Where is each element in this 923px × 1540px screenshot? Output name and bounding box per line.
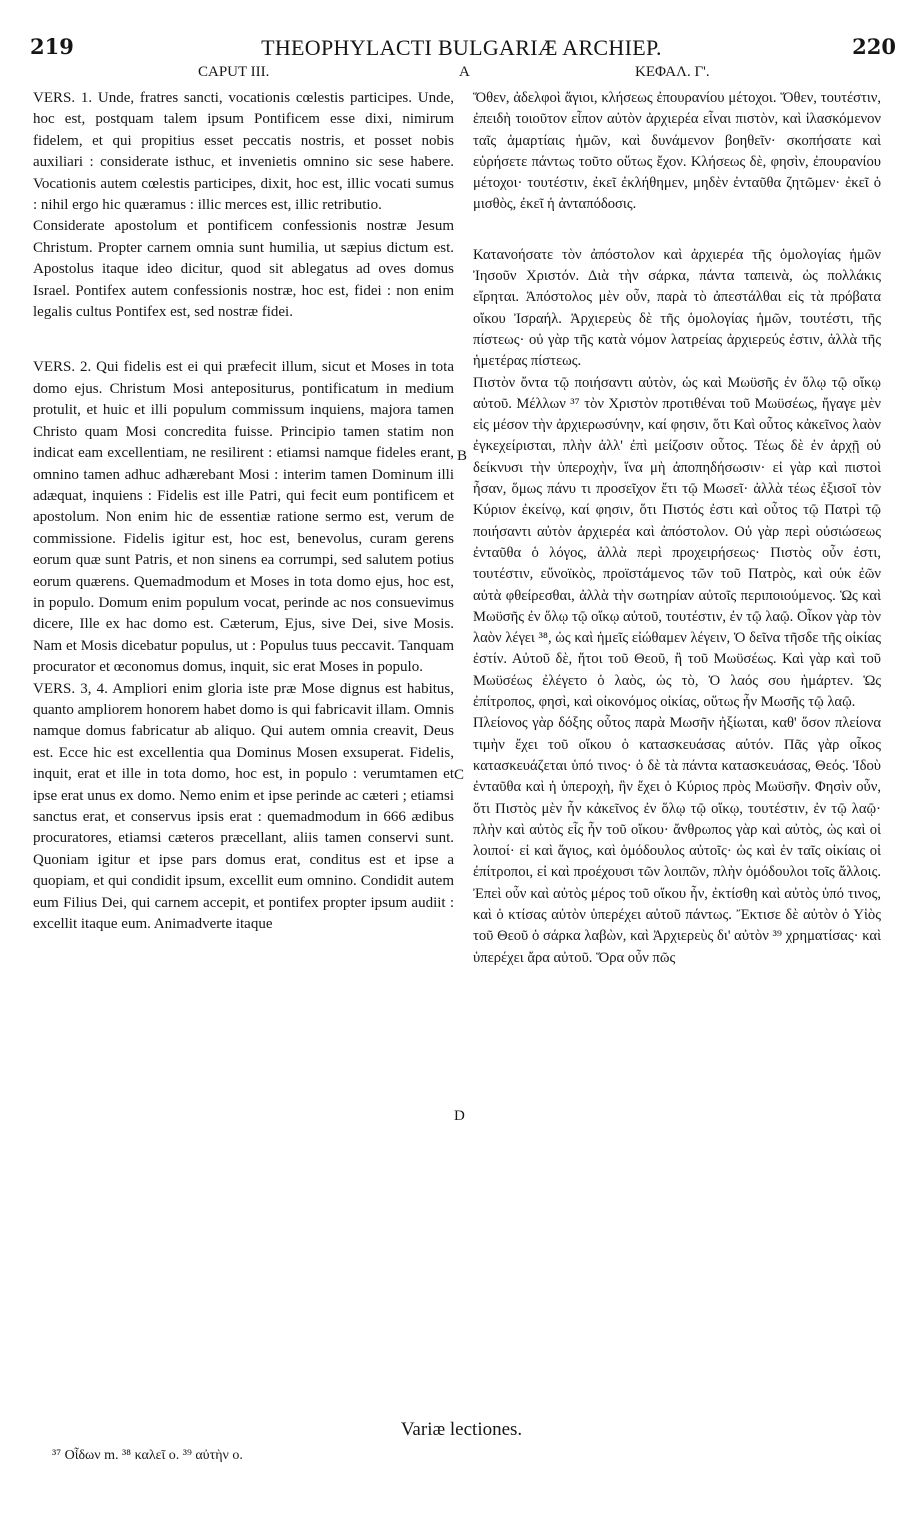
variae-lectiones-heading: Variæ lectiones. xyxy=(400,1419,523,1440)
margin-marker-d: D xyxy=(454,1108,465,1124)
margin-marker-c: C xyxy=(454,767,465,783)
greek-paragraph: Πλείονος γὰρ δόξης οὗτος παρὰ Μωσῆν ἠξίωται, καθ' ὅσον πλείονα τιμὴν ἔχει τοῦ οἴκου ὁ κατασκευάσας αὐτόν. Πᾶς γὰρ οἶκος κατασκευάζεται ὑπό τινος· ὁ δὲ τὰ πάντα κατασκευάσας, Θεός. Ἰδοὺ ἐνταῦθα καὶ ἡ ὑπεροχὴ, ἣν ἔχει ὁ Κύριος πρὸς Μωϋσῆν. Φησὶν οὖν, ὅτι Πιστὸς μὲν ἦν κἀκεῖνος ἐν ὅλῳ τῷ οἴκῳ, τουτέστιν, ἐν τῷ λαῷ· πλὴν καὶ αὐτὸς εἷς ἦν τοῦ οἴκου· ἄνθρωπος γὰρ καὶ αὐτὸς, ὡς καὶ οἱ λοιποί· εἰ καὶ ἅγιος, καὶ ὁμόδουλος αὐτοῖς· ὡς καὶ ἐν ταῖς οἰκίαις οἱ ἐπίτροποι, εἰ καὶ προέχουσι τῶν λοιπῶν, πλὴν ὁμόδουλοι τοῖς ἄλλοις. Ἐπεὶ οὖν καὶ αὐτὸς μέρος τοῦ οἴκου ἦν, ἐκτίσθη καὶ αὐτὸς ὑπό τινος, καὶ ὁ κτίσας αὐτὸν ὑπερέχει αὐτοῦ πάντως. Ἔκτισε δὲ αὐτὸν ὁ Υἱὸς τοῦ Θεοῦ ὁ σάρκα λαβὼν, καὶ Ἀρχιερεὺς δι' αὐτὸν ³⁹ χρηματίσας· καὶ ὑπερέχει ἄρα αὐτοῦ. Ὅρα οὖν πῶς xyxy=(473,715,881,966)
running-header xyxy=(0,34,923,64)
latin-paragraph: Considerate apostolum et pontificem confessionis nostræ Jesum Christum. Propter carnem omnia sunt humilia, ut sæpius dictum est. Apostolus itaque ideo dicitur, quod sit ablegatus ad oves domus Israel. Pontifex autem confessionis nostræ, hoc est, fidei : non enim legalis cultus Pontifex est, sed nostræ fidei. xyxy=(33,218,454,321)
running-title: THEOPHYLACTI BULGARIÆ ARCHIEP. xyxy=(261,35,662,60)
caput-heading-latin: CAPUT III. xyxy=(198,64,270,80)
greek-column xyxy=(473,88,881,969)
latin-paragraph: VERS. 1. Unde, fratres sancti, vocationis cœlestis participes. Unde, hoc est, postquam talem ipsum Pontificem esse dixi, nimirum fidelem, et qui propitius esset peccatis nostris, et posset nobis auxiliari : considerate isthuc, et invenietis omnino sic sese habere. Vocationis autem cœlestis participes, dixit, hoc est, illic vocati sumus : nihil ergo hic quæramus : illic merces est, illic retributio. xyxy=(33,90,454,214)
page-number-left: 219 xyxy=(30,34,74,59)
footnotes: ³⁷ Οἶδων m. ³⁸ καλεῖ o. ³⁹ αὐτὴν o. xyxy=(52,1448,243,1463)
page-number-right: 220 xyxy=(852,34,896,59)
caput-heading-greek: ΚΕΦΑΛ. Γ'. xyxy=(635,64,710,80)
greek-paragraph: Κατανοήσατε τὸν ἀπόστολον καὶ ἀρχιερέα τῆς ὁμολογίας ἡμῶν Ἰησοῦν Χριστόν. Διὰ τὴν σάρκα, πάντα ταπεινὰ, ὡς πολλάκις εἴρηται. Ἀπόστολος μὲν οὖν, παρὰ τὸ ἀπεστάλθαι εἰς τὰ πρόβατα οἴκου Ἰσραήλ. Ἀρχιερεὺς δὲ τῆς ὁμολογίας ἡμῶν, τουτέστι, τῆς πίστεως· οὐ γὰρ τῆς κατὰ νόμον λατρείας ἀρχιερεύς ἐστιν, ἀλλὰ τῆς ἡμετέρας πίστεως. xyxy=(473,246,881,370)
margin-marker-a: A xyxy=(459,64,470,80)
margin-marker-b: B xyxy=(457,448,468,464)
latin-paragraph: VERS. 3, 4. Ampliori enim gloria iste præ Mose dignus est habitus, quanto ampliorem honorem habet domo is qui fabricavit illam. Omnis namque domus fabricatur ab aliquo. Qui autem omnia creavit, Deus est. Ecce hic est excellentia qua Dominus Mosen exsuperat. Fidelis, inquit, erat et ille in tota domo, hoc est, in populo : verumtamen et ipse erat unus ex domo. Nemo enim et ipse perinde ac cæteri ; etiamsi sanctus erat, et conservus ipsis erat : quemadmodum in 666 ædibus procuratores, etiamsi cæteros præcellant, aliis tamen conservi sunt. Quoniam igitur et ipse pars domus erat, conditus est et ipse a quopiam, et qui condidit ipsum, excellit eum omnino. Condidit autem eum Filius Dei, qui carnem accepit, et pontifex propter ipsum audiit : excellit itaque eum. Animadverte itaque xyxy=(33,680,454,933)
latin-paragraph: VERS. 2. Qui fidelis est ei qui præfecit illum, sicut et Moses in tota domo ejus. Christum Mosi antepositurus, pontificatum in medium protulit, et huic et illi populum commissum inquiens, majora tamen Christo quam Mosi concredita fuisse. Principio tamen statim non indicat eam excellentiam, ne resilirent : etiamsi namque fideles erant, omnino tamen adhuc adhærebant Mosi : interim tamen Dominum illi adæquat, inquiens : Fidelis est ille Patri, qui fecit eum pontificem et apostolum. Non enim hic de essentiæ ratione sermo est, verum de commissione. Fidelis igitur est, hoc est, benevolus, curam gerens eorum quæ sunt Patris, et non sinens ea corrumpi, sed salutem potius eorum quærens. Quemadmodum et Moses in tota domo ejus, hoc est, in populo. Domum enim populum vocat, perinde ac nos consuevimus dicere, Ille ex hac domo est. Cæterum, Ejus, sive Dei, sive Mosis. Nam et Mosis dicebatur populus, ut : Populus tuus peccavit. Tanquam procurator et œconomus domus, inquit, sic erat Moses in populo. xyxy=(33,359,454,676)
greek-paragraph: Ὅθεν, ἀδελφοὶ ἅγιοι, κλήσεως ἐπουρανίου μέτοχοι. Ὅθεν, τουτέστιν, ἐπειδὴ τοιοῦτον εἶπον αὐτὸν ἀρχιερέα εἶναι πιστὸν, καὶ ἱλασκόμενον ταῖς ἁμαρτίαις ἡμῶν, καὶ δυνάμενον βοηθεῖν· σκοπήσατε καὶ εὑρήσετε πάντως τοῦτο οὕτως ἔχον. Κλήσεως δὲ, φησὶν, ἐπουρανίου μέτοχοι· τουτέστιν, ἐκεῖ ἐκλήθημεν, μηδὲν ἐνταῦθα ζητῶμεν· ἐκεῖ ὁ μισθὸς, ἐκεῖ ἡ ἀνταπόδοσις. xyxy=(473,90,881,213)
greek-paragraph: Πιστὸν ὄντα τῷ ποιήσαντι αὐτὸν, ὡς καὶ Μωϋσῆς ἐν ὅλῳ τῷ οἴκῳ αὐτοῦ. Μέλλων ³⁷ τὸν Χριστὸν προτιθέναι τοῦ Μωϋσέως, ἤγαγε μὲν εἰς μέσον τὴν ἀρχιερωσύνην, καί φησιν, ὅτι Καὶ οὗτος κἀκεῖνος λαὸν ἐγκεχείρισται, πλὴν ἀλλ' ἐπὶ μείζοσιν οὗτος. Τέως δὲ ἐν ἀρχῇ οὐ δείκνυσι τὴν ὑπεροχὴν, ἵνα μὴ ἀποπηδήσωσιν· εἰ γὰρ καὶ πιστοὶ ἦσαν, ὅμως πάνυ τι προσεῖχον ἔτι τῷ Μωσεῖ· ἀλλὰ τέως ἐξισοῖ τὸν Κύριον ἐκείνῳ, καί φησιν, ὅτι Πιστός ἐστι καὶ οὗτος τῷ Πατρὶ τῷ ποιήσαντι αὐτὸν ἀρχιερέα καὶ ἀπόστολον. Οὐ γὰρ περὶ οὐσιώσεως ἐνταῦθα ὁ λόγος, ἀλλὰ περὶ προχειρήσεως· Πιστὸς οὖν ἐστι, τουτέστιν, εὔνοϊκὸς, προϊστάμενος τῶν τοῦ Πατρὸς, καὶ οὐκ ἐῶν αὐτὰ φθείρεσθαι, ἀλλὰ τὴν σωτηρίαν αὐτοῖς περιποιούμενος. Ὡς καὶ Μωϋσῆς ἐν ὅλῳ τῷ οἴκῳ αὐτοῦ, τουτέστιν, ἐν τῷ λαῷ. Οἶκον γὰρ τὸν λαὸν λέγει ³⁸, ὡς καὶ ἡμεῖς εἰώθαμεν λέγειν, Ὁ δεῖνα τῆσδε τῆς οἰκίας ἐστίν. Αὐτοῦ δὲ, ἤτοι τοῦ Θεοῦ, ἢ τοῦ Μωϋσέως. Καὶ γὰρ καὶ τοῦ Μωϋσέως ἐλέγετο ὁ λαὸς, ὡς τὸ, Ὁ λαός σου ἡμάρτεν. Ὡς ἐπίτροπος, φησὶ, καὶ οἰκονόμος οἰκίας, οὕτως ἦν Μωσῆς τῷ λαῷ. xyxy=(473,374,881,711)
latin-column xyxy=(33,88,454,935)
